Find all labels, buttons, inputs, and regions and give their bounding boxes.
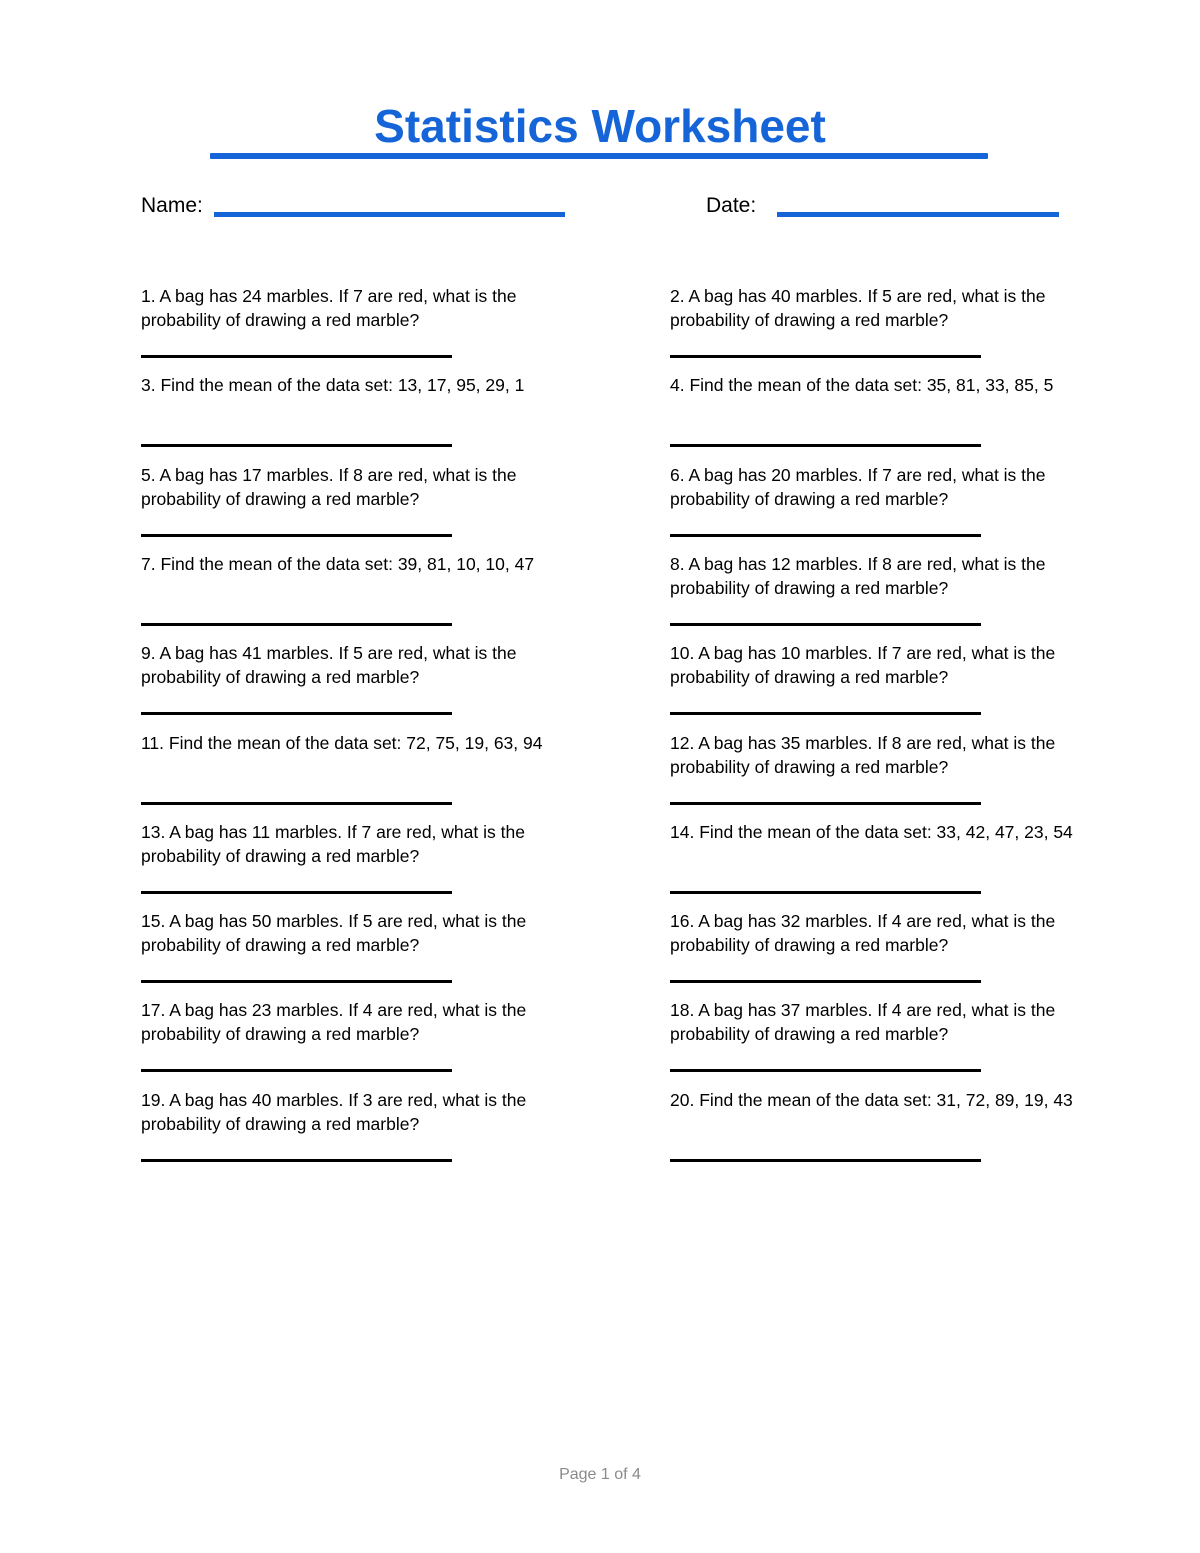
answer-line[interactable] xyxy=(670,1069,981,1072)
question-text: 14. Find the mean of the data set: 33, 42, 47, 23, 54 xyxy=(670,821,1073,842)
question-text: 2. A bag has 40 marbles. If 5 are red, what is the probability of drawing a red marble? xyxy=(670,286,1046,330)
question-text: 16. A bag has 32 marbles. If 4 are red, what is the probability of drawing a red marble? xyxy=(670,911,1056,956)
question-text: 6. A bag has 20 marbles. If 7 are red, what is the probability of drawing a red marble? xyxy=(670,464,1046,509)
date-label: Date: xyxy=(706,194,757,217)
page-number: Page 1 of 4 xyxy=(559,1466,641,1483)
question-text: 19. A bag has 40 marbles. If 3 are red, what is the probability of drawing a red marble? xyxy=(141,1089,527,1134)
question-text: 13. A bag has 11 marbles. If 7 are red, what is the probability of drawing a red marble? xyxy=(141,821,525,866)
question-text: 18. A bag has 37 marbles. If 4 are red, what is the probability of drawing a red marble? xyxy=(670,1000,1056,1045)
question-item xyxy=(670,463,1110,511)
question-item xyxy=(141,463,581,511)
question-item xyxy=(141,284,581,332)
name-field-line[interactable] xyxy=(214,212,565,217)
answer-line[interactable] xyxy=(670,444,981,447)
question-item xyxy=(141,641,581,689)
question-item xyxy=(670,998,1110,1046)
question-text: 20. Find the mean of the data set: 31, 72, 89, 19, 43 xyxy=(670,1089,1073,1110)
answer-line[interactable] xyxy=(670,1159,981,1162)
answer-line[interactable] xyxy=(141,534,452,537)
answer-line[interactable] xyxy=(670,355,981,358)
answer-line[interactable] xyxy=(141,623,452,626)
question-item xyxy=(141,373,581,397)
answer-line[interactable] xyxy=(670,802,981,805)
question-item xyxy=(670,909,1110,957)
name-label: Name: xyxy=(141,194,203,217)
title-underline xyxy=(210,153,988,159)
answer-line[interactable] xyxy=(141,891,452,894)
question-item xyxy=(141,820,581,868)
answer-line[interactable] xyxy=(141,1159,452,1162)
question-text: 12. A bag has 35 marbles. If 8 are red, what is the probability of drawing a red marble? xyxy=(670,732,1056,777)
answer-line[interactable] xyxy=(141,355,452,358)
answer-line[interactable] xyxy=(670,891,981,894)
question-text: 8. A bag has 12 marbles. If 8 are red, what is the probability of drawing a red marble? xyxy=(670,553,1046,598)
answer-line[interactable] xyxy=(141,802,452,805)
question-text: 15. A bag has 50 marbles. If 5 are red, what is the probability of drawing a red marble? xyxy=(141,911,527,956)
question-item xyxy=(141,552,581,576)
question-item xyxy=(670,731,1110,779)
question-text: 7. Find the mean of the data set: 39, 81, 10, 10, 47 xyxy=(141,553,535,574)
question-text: 4. Find the mean of the data set: 35, 81, 33, 85, 5 xyxy=(670,375,1054,396)
answer-line[interactable] xyxy=(670,623,981,626)
question-text: 3. Find the mean of the data set: 13, 17, 95, 29, 1 xyxy=(141,375,525,396)
question-item xyxy=(141,998,581,1046)
date-field-line[interactable] xyxy=(777,212,1059,217)
question-item xyxy=(670,284,1110,332)
answer-line[interactable] xyxy=(670,980,981,983)
question-text: 11. Find the mean of the data set: 72, 75, 19, 63, 94 xyxy=(141,732,543,753)
answer-line[interactable] xyxy=(141,1069,452,1072)
question-text: 10. A bag has 10 marbles. If 7 are red, what is the probability of drawing a red marble? xyxy=(670,643,1056,688)
question-text: 9. A bag has 41 marbles. If 5 are red, what is the probability of drawing a red marble? xyxy=(141,643,517,688)
question-item xyxy=(670,1088,1110,1112)
answer-line[interactable] xyxy=(670,712,981,715)
question-item xyxy=(141,1088,581,1136)
question-text: 1. A bag has 24 marbles. If 7 are red, what is the probability of drawing a red marble? xyxy=(141,286,517,330)
question-item xyxy=(141,909,581,957)
answer-line[interactable] xyxy=(141,980,452,983)
question-item xyxy=(141,731,581,755)
question-item xyxy=(670,552,1110,600)
question-item xyxy=(670,820,1110,844)
question-item xyxy=(670,373,1110,397)
answer-line[interactable] xyxy=(141,712,452,715)
question-text: 17. A bag has 23 marbles. If 4 are red, what is the probability of drawing a red marble? xyxy=(141,1000,527,1045)
answer-line[interactable] xyxy=(670,534,981,537)
question-item xyxy=(670,641,1110,689)
answer-line[interactable] xyxy=(141,444,452,447)
worksheet-title: Statistics Worksheet xyxy=(374,100,826,152)
question-text: 5. A bag has 17 marbles. If 8 are red, what is the probability of drawing a red marble? xyxy=(141,464,517,509)
